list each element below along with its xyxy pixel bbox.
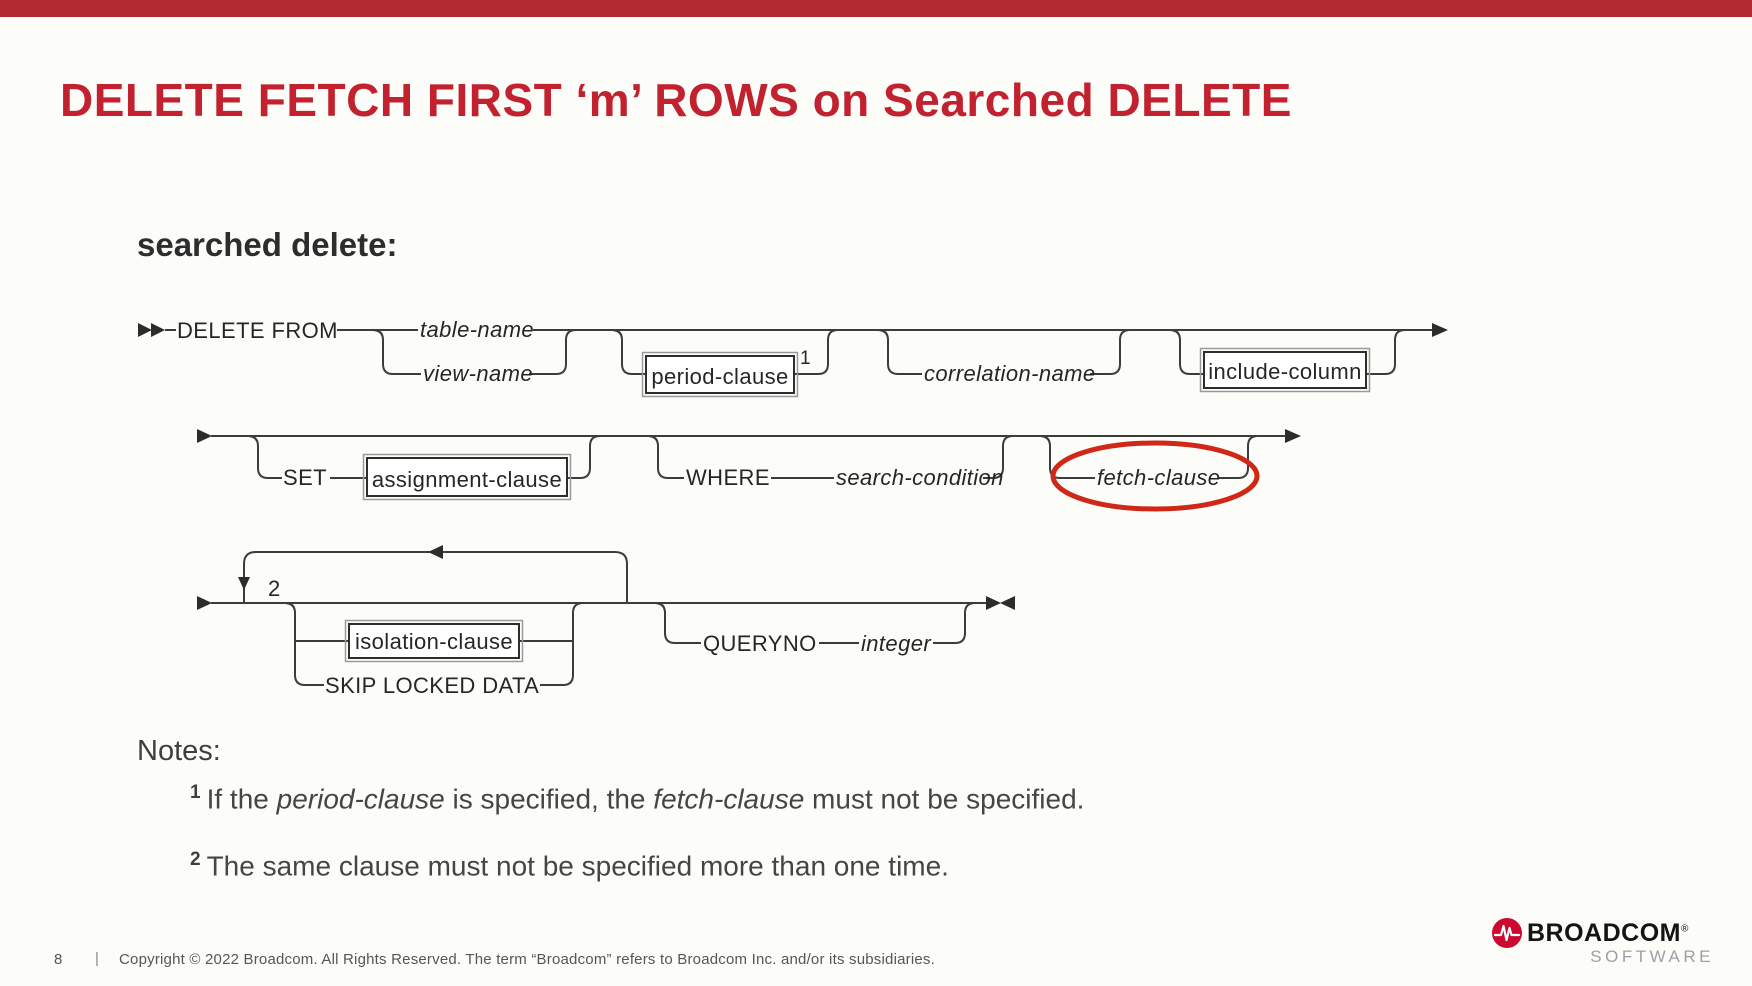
svg-text:period-clause: period-clause (651, 364, 789, 389)
loop-down-arrow-icon (238, 577, 250, 590)
row2-continue-arrow-icon (1285, 429, 1301, 443)
railroad-row1 (138, 317, 1448, 397)
rr-keyword-queryno: QUERYNO (703, 631, 817, 656)
page-number: 8 (54, 951, 63, 968)
broadcom-pulse-icon (1492, 918, 1522, 948)
rr-operand-search-condition: search-condition (836, 465, 1004, 490)
row2-start-arrow-icon (197, 429, 212, 443)
rr-note-ref-2: 2 (268, 576, 281, 601)
notes-heading: Notes: (137, 735, 221, 767)
row3-connector-lines (212, 552, 986, 685)
rr-box-assignment-clause (364, 455, 571, 500)
rr-box-period-clause (643, 353, 798, 397)
note-item-2: $^2$ The same clause must not be specified more than one time. (190, 849, 949, 882)
row1-start-arrow-icon (138, 323, 165, 337)
svg-text:isolation-clause: isolation-clause (354, 629, 514, 654)
railroad-row2 (197, 429, 1301, 509)
rr-operand-fetch-clause: fetch-clause (1097, 465, 1221, 490)
copyright-text: Copyright © 2022 Broadcom. All Rights Reserved. The term “Broadcom” refers to Broadcom Inc. and/or its subsidiaries. (119, 951, 935, 968)
rr-note-ref-1: 1 (800, 348, 811, 369)
row1-continue-arrow-icon (1432, 323, 1448, 337)
broadcom-logo (1492, 918, 1714, 967)
rr-box-isolation-clause (346, 621, 523, 662)
rr-operand-table-name: table-name (420, 317, 535, 342)
section-label: searched delete: (137, 226, 398, 263)
rr-keyword-set: SET (283, 465, 327, 490)
broadcom-wordmark: BROADCOM® (1527, 918, 1689, 947)
broadcom-software-label: SOFTWARE (1590, 947, 1714, 966)
svg-text:include-column: include-column (1208, 359, 1362, 384)
rr-operand-integer: integer (861, 631, 932, 656)
note-1-fetch-clause: fetch-clause (653, 783, 805, 815)
statement-terminator-icon (986, 596, 1015, 610)
rr-keyword-skip-locked-data: SKIP LOCKED DATA (325, 673, 540, 698)
railroad-row3 (197, 545, 1015, 698)
svg-text:assignment-clause: assignment-clause (371, 467, 563, 492)
loop-repeat-arrow-icon (428, 545, 443, 559)
rr-keyword-delete-from: DELETE FROM (177, 318, 338, 343)
note-item-1: $^1$ If the period-clause is specified, the fetch-clause must not be specified. (190, 782, 1085, 815)
footer-separator: | (95, 950, 99, 967)
note-2-ref: 2 (190, 849, 201, 870)
registered-mark: ® (1681, 923, 1689, 935)
rr-keyword-where: WHERE (686, 465, 770, 490)
page-title: DELETE FETCH FIRST ‘m’ ROWS on Searched DELETE (60, 73, 1292, 126)
row3-start-arrow-icon (197, 596, 212, 610)
rr-box-include-column (1201, 349, 1370, 392)
rr-operand-view-name: view-name (423, 361, 533, 386)
note-1-ref: 1 (190, 782, 201, 803)
note-1-period-clause: period-clause (276, 783, 445, 815)
rr-operand-correlation-name: correlation-name (924, 361, 1096, 386)
